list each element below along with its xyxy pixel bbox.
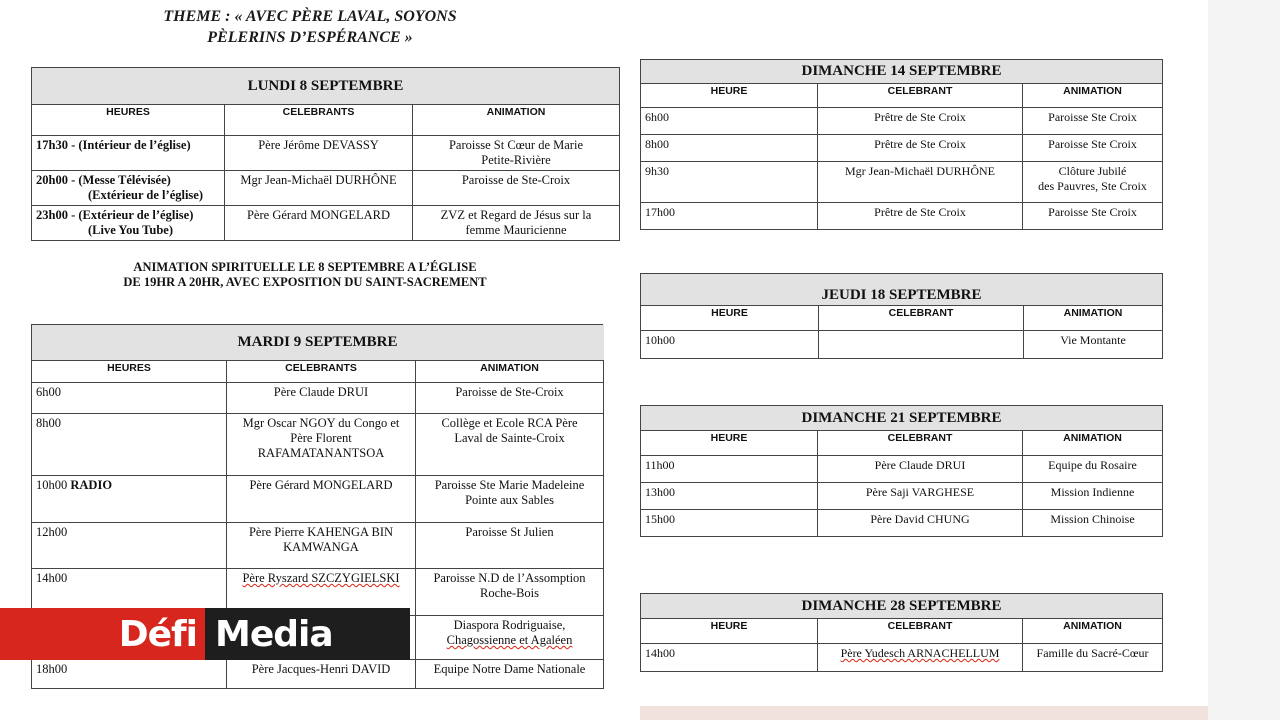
- celebrant-cell: Père Yudesch ARNACHELLUM: [840, 646, 1000, 660]
- table-row: [641, 483, 1163, 510]
- col-header-celebrant: CELEBRANT: [818, 431, 1023, 456]
- table-row: [641, 135, 1163, 162]
- col-header-heure: HEURE: [641, 306, 819, 331]
- celebrant-cell: Père Jérôme DEVASSY: [225, 136, 413, 171]
- celebrant-cell: Père David CHUNG: [818, 510, 1023, 537]
- theme-line-2: PÈLERINS D’ESPÉRANCE »: [207, 29, 413, 46]
- heure-cell: 11h00: [641, 456, 818, 483]
- heure-cell: 6h00: [641, 108, 818, 135]
- logo-media: Media: [205, 608, 410, 660]
- col-header-heure: HEURE: [641, 619, 818, 644]
- celebrant-cell: [819, 331, 1024, 359]
- heure-cell: 8h00: [32, 414, 227, 476]
- celebrant-cell: Mgr Jean-Michaël DURHÔNE: [225, 171, 413, 206]
- animation-cell-line-2: Pointe aux Sables: [465, 493, 554, 507]
- animation-cell: Clôture Jubilé: [1058, 164, 1127, 178]
- col-header-heure: HEURE: [641, 84, 818, 108]
- celebrant-cell: Père Pierre KAHENGA BIN: [248, 525, 394, 539]
- animation-cell: Paroisse St Cœur de Marie: [448, 138, 583, 152]
- heure-cell: 18h00: [32, 660, 227, 689]
- celebrant-cell: Père Gérard MONGELARD: [225, 206, 413, 241]
- animation-cell: Famille du Sacré-Cœur: [1023, 644, 1163, 672]
- table-row: [641, 644, 1163, 672]
- col-header-heure: HEURE: [641, 431, 818, 456]
- celebrant-cell: Père Saji VARGHESE: [818, 483, 1023, 510]
- heure-cell: 20h00 - (Messe Télévisée): [36, 173, 171, 187]
- heure-cell: 14h00: [32, 569, 227, 616]
- animation-cell-line-2: Chagossienne et Agaléen: [446, 633, 573, 647]
- heure-cell: 10h00: [641, 331, 819, 359]
- celebrant-cell: Prêtre de Ste Croix: [818, 203, 1023, 230]
- celebrant-cell-line-2: Père Florent: [290, 431, 352, 445]
- animation-cell-line-2: Roche-Bois: [480, 586, 540, 600]
- radio-label: RADIO: [70, 478, 113, 492]
- dimanche-14-table: [640, 59, 1163, 230]
- col-header-celebrants: CELEBRANTS: [225, 105, 413, 136]
- defi-media-logo: [0, 608, 410, 660]
- heure-cell: 13h00: [641, 483, 818, 510]
- celebrant-cell: Prêtre de Ste Croix: [818, 108, 1023, 135]
- heure-cell: 6h00: [32, 383, 227, 414]
- animation-cell: Equipe Notre Dame Nationale: [416, 660, 604, 689]
- celebrant-cell: Père Claude DRUI: [818, 456, 1023, 483]
- animation-cell: Diaspora Rodriguaise,: [453, 618, 566, 632]
- col-header-heures: HEURES: [32, 361, 227, 383]
- theme-line-1: THEME : « AVEC PÈRE LAVAL, SOYONS: [163, 8, 457, 25]
- table-row: [32, 414, 604, 476]
- table-row: [641, 456, 1163, 483]
- heure-cell: 23h00 - (Extérieur de l’église): [36, 208, 194, 222]
- table-row: [32, 136, 620, 171]
- celebrant-cell-line-3: RAFAMATANANTSOA: [257, 446, 385, 460]
- heure-cell-line-2: (Extérieur de l’église): [88, 188, 204, 202]
- animation-cell: Mission Indienne: [1023, 483, 1163, 510]
- animation-cell: Collège et Ecole RCA Père: [441, 416, 578, 430]
- bottom-strip: [640, 706, 1208, 720]
- col-header-animation: ANIMATION: [1023, 431, 1163, 456]
- col-header-celebrant: CELEBRANT: [818, 84, 1023, 108]
- col-header-animation: ANIMATION: [1023, 84, 1163, 108]
- col-header-celebrants: CELEBRANTS: [227, 361, 416, 383]
- animation-cell: Paroisse Ste Marie Madeleine: [434, 478, 585, 492]
- celebrant-cell-line-2: KAMWANGA: [283, 540, 359, 554]
- animation-cell-line-2: des Pauvres, Ste Croix: [1038, 179, 1147, 193]
- heure-cell: 17h30 - (Intérieur de l’église): [36, 138, 191, 152]
- col-header-celebrant: CELEBRANT: [818, 619, 1023, 644]
- col-header-animation: ANIMATION: [1023, 619, 1163, 644]
- heure-cell: 9h30: [641, 162, 818, 203]
- animation-cell: Paroisse de Ste-Croix: [461, 173, 571, 187]
- table-row: [641, 203, 1163, 230]
- note-line-2: DE 19HR A 20HR, AVEC EXPOSITION DU SAINT-SACREMENT: [123, 275, 487, 289]
- col-header-animation: ANIMATION: [416, 361, 604, 383]
- table-row: [32, 660, 604, 689]
- celebrant-cell: Mgr Jean-Michaël DURHÔNE: [818, 162, 1023, 203]
- table-row: [32, 171, 620, 206]
- animation-cell: Paroisse N.D de l’Assomption: [433, 571, 586, 585]
- table-row: [32, 383, 604, 414]
- col-header-animation: ANIMATION: [1024, 306, 1163, 331]
- jeudi-18-title: JEUDI 18 SEPTEMBRE: [641, 274, 1163, 306]
- heure-cell: 14h00: [641, 644, 818, 672]
- lundi-8-title: LUNDI 8 SEPTEMBRE: [32, 68, 620, 105]
- celebrant-cell: Mgr Oscar NGOY du Congo et: [242, 416, 400, 430]
- animation-cell: Equipe du Rosaire: [1023, 456, 1163, 483]
- table-row: [641, 162, 1163, 203]
- celebrant-cell: Père Ryszard SZCZYGIELSKI: [242, 571, 400, 585]
- heure-cell: 17h00: [641, 203, 818, 230]
- table-row: [32, 523, 604, 569]
- animation-cell: ZVZ et Regard de Jésus sur la: [440, 208, 592, 222]
- animation-cell: Paroisse Ste Croix: [1023, 135, 1163, 162]
- lundi-8-table: [31, 67, 620, 241]
- animation-cell: Mission Chinoise: [1023, 510, 1163, 537]
- celebrant-cell: Père Jacques-Henri DAVID: [227, 660, 416, 689]
- animation-cell: Paroisse de Ste-Croix: [416, 383, 604, 414]
- dimanche-28-table: [640, 593, 1163, 672]
- heure-cell-line-2: (Live You Tube): [88, 223, 173, 237]
- heure-cell: 8h00: [641, 135, 818, 162]
- animation-cell: Vie Montante: [1024, 331, 1163, 359]
- heure-cell: 15h00: [641, 510, 818, 537]
- animation-cell-line-2: femme Mauricienne: [465, 223, 567, 237]
- dimanche-21-table: [640, 405, 1163, 537]
- celebrant-cell: Père Gérard MONGELARD: [227, 476, 416, 523]
- animation-cell: Paroisse Ste Croix: [1023, 108, 1163, 135]
- animation-cell: Paroisse Ste Croix: [1023, 203, 1163, 230]
- dimanche-14-title: DIMANCHE 14 SEPTEMBRE: [641, 60, 1163, 84]
- right-margin: [1208, 0, 1280, 720]
- celebrant-cell: Père Claude DRUI: [227, 383, 416, 414]
- col-header-celebrant: CELEBRANT: [819, 306, 1024, 331]
- theme-heading: [100, 6, 520, 48]
- col-header-heures: HEURES: [32, 105, 225, 136]
- table-row: [641, 510, 1163, 537]
- animation-cell-line-2: Petite-Rivière: [481, 153, 551, 167]
- heure-cell: 10h00: [36, 478, 68, 492]
- note-line-1: ANIMATION SPIRITUELLE LE 8 SEPTEMBRE A L’ÉGLISE: [133, 260, 477, 274]
- table-row: [32, 476, 604, 523]
- jeudi-18-table: [640, 273, 1163, 359]
- animation-note: [60, 260, 550, 290]
- dimanche-28-title: DIMANCHE 28 SEPTEMBRE: [641, 594, 1163, 619]
- heure-cell: 12h00: [32, 523, 227, 569]
- logo-defi: Défi: [0, 608, 205, 660]
- table-row: [641, 331, 1163, 359]
- table-row: [641, 108, 1163, 135]
- table-row: [32, 206, 620, 241]
- mardi-9-title: MARDI 9 SEPTEMBRE: [32, 325, 604, 361]
- dimanche-21-title: DIMANCHE 21 SEPTEMBRE: [641, 406, 1163, 431]
- col-header-animation: ANIMATION: [413, 105, 620, 136]
- celebrant-cell: Prêtre de Ste Croix: [818, 135, 1023, 162]
- animation-cell: Paroisse St Julien: [416, 523, 604, 569]
- animation-cell-line-2: Laval de Sainte-Croix: [454, 431, 565, 445]
